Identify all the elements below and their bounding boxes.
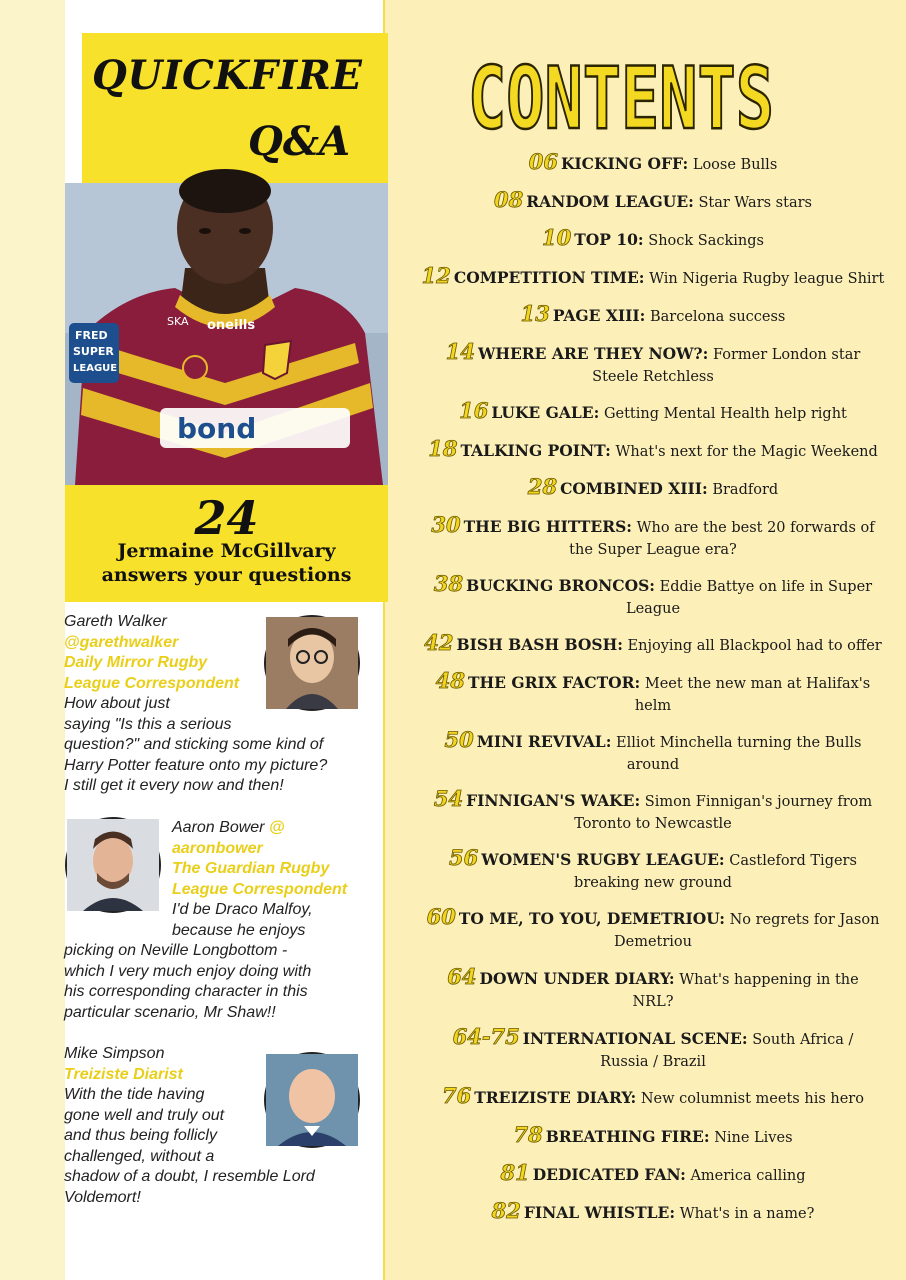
answer-line: particular scenario, Mr Shaw!!	[64, 1003, 276, 1021]
contents-item-line	[400, 1085, 906, 1110]
section-description: Eddie Battye on life in Super	[659, 579, 873, 595]
page-number: 54	[433, 786, 464, 811]
page-number: 60	[426, 904, 456, 929]
section-description: Former London star	[712, 347, 861, 363]
answer-aaron-bower-body	[64, 941, 380, 1023]
avatar-mike-simpson	[264, 1052, 360, 1148]
section-description: America calling	[690, 1168, 806, 1184]
answer-line: I still get it every now and then!	[64, 777, 284, 794]
page-number: 38	[433, 571, 464, 596]
answer-line: which I very much enjoy doing with	[64, 962, 312, 980]
avatar-gareth-walker	[264, 615, 360, 711]
page-number: 14	[445, 339, 475, 364]
contents-item	[400, 1026, 906, 1073]
person-role-line1: Daily Mirror Rugby	[64, 654, 208, 671]
answer-aaron-bower-head	[172, 818, 382, 941]
section-title: THE BIG HITTERS:	[463, 517, 633, 536]
section-description: Getting Mental Health help right	[603, 406, 847, 422]
contents-item-line	[400, 476, 906, 501]
person-handle-at: @	[268, 819, 285, 836]
person-name: Gareth Walker	[64, 613, 167, 630]
person-role-line1: Treiziste Diarist	[64, 1065, 183, 1083]
section-description: What's in a name?	[679, 1206, 815, 1222]
section-description: Simon Finnigan's journey from	[644, 794, 873, 810]
contents-item-line	[400, 514, 906, 539]
contents-item	[400, 632, 906, 657]
section-description: Meet the new man at Halifax's	[644, 676, 871, 692]
page-number: 64	[447, 964, 477, 989]
section-description: Shock Sackings	[648, 233, 764, 249]
section-description: Star Wars stars	[698, 195, 812, 211]
contents-item-line	[400, 632, 906, 657]
contents-item-line	[400, 341, 906, 366]
section-title: BREATHING FIRE:	[545, 1127, 710, 1146]
contents-item	[400, 670, 906, 717]
page-margin	[0, 0, 65, 1280]
contents-item-line	[400, 573, 906, 598]
section-description: Enjoying all Blackpool had to offer	[627, 638, 882, 654]
section-description: Castleford Tigers	[729, 853, 857, 869]
quickfire-subtitle-qa: Q&A	[248, 118, 350, 165]
contents-item-line	[400, 788, 906, 813]
section-title: THE GRIX FACTOR:	[467, 673, 641, 692]
section-description: No regrets for Jason	[729, 912, 880, 928]
section-title: BUCKING BRONCOS:	[466, 576, 656, 595]
contents-item	[400, 265, 906, 290]
page-number: 50	[444, 727, 474, 752]
answer-line: Voldemort!	[64, 1188, 141, 1206]
contents-title	[466, 36, 776, 149]
section-description-cont: Toronto to Newcastle	[574, 816, 732, 832]
avatar-portrait-icon	[266, 1054, 358, 1146]
person-handle: aaronbower	[172, 839, 263, 857]
section-title: WOMEN'S RUGBY LEAGUE:	[481, 850, 725, 869]
avatar-portrait-icon	[67, 819, 159, 911]
person-role-line2: League Correspondent	[64, 674, 240, 692]
page-number: 76	[442, 1083, 472, 1108]
contents-item	[400, 400, 906, 425]
section-description: Loose Bulls	[692, 157, 778, 173]
answer-line: picking on Neville Longbottom -	[64, 942, 288, 959]
section-title: WHERE ARE THEY NOW?:	[477, 344, 709, 363]
contents-item	[400, 847, 906, 894]
badge-line2: SUPER	[73, 345, 114, 358]
contents-item-line	[400, 1162, 906, 1187]
contents-item	[400, 1162, 906, 1187]
answers-subtitle	[65, 539, 388, 587]
section-description: Who are the best 20 forwards of	[636, 520, 875, 536]
answer-line: I'd be Draco Malfoy,	[172, 901, 313, 918]
badge-line3: LEAGUE	[73, 363, 118, 374]
contents-item	[400, 788, 906, 835]
answers-caption: answers your questions	[101, 564, 352, 586]
badge-line1: FRED	[75, 329, 108, 342]
player-name: Jermaine McGillvary	[117, 540, 336, 562]
contents-heading: CONTENTS	[468, 49, 774, 149]
contents-item	[400, 438, 906, 463]
page-number: 81	[500, 1160, 530, 1185]
section-description-cont: around	[626, 757, 680, 773]
section-title: FINAL WHISTLE:	[523, 1203, 676, 1222]
section-description-cont: the Super League era?	[569, 542, 737, 558]
page-number: 10	[542, 225, 572, 250]
jersey-sponsor: bond	[177, 412, 257, 445]
contents-item-line	[400, 189, 906, 214]
page-number: 82	[491, 1198, 521, 1223]
section-title: INTERNATIONAL SCENE:	[522, 1029, 748, 1048]
section-title: TO ME, TO YOU, DEMETRIOU:	[458, 909, 725, 928]
answer-line: With the tide having	[64, 1086, 205, 1103]
contents-item	[400, 966, 906, 1013]
section-title: RANDOM LEAGUE:	[526, 192, 694, 211]
section-title: BISH BASH BOSH:	[456, 635, 623, 654]
person-role-line1: The Guardian Rugby	[172, 860, 330, 877]
section-title: MINI REVIVAL:	[476, 732, 612, 751]
page-number: 18	[428, 436, 458, 461]
answer-line: his corresponding character in this	[64, 983, 308, 1000]
page-number: 78	[513, 1122, 543, 1147]
contents-item-line	[400, 847, 906, 872]
section-description: Bradford	[712, 482, 779, 498]
section-description-cont: helm	[634, 698, 672, 714]
contents-item	[400, 514, 906, 561]
answer-line: question?" and sticking some kind of	[64, 736, 324, 753]
contents-item	[400, 1200, 906, 1225]
answers-count: 24	[194, 491, 259, 545]
contents-item	[400, 341, 906, 388]
section-description-cont: Steele Retchless	[592, 369, 714, 385]
contents-item	[400, 476, 906, 501]
section-title: DOWN UNDER DIARY:	[479, 969, 675, 988]
page-number: 12	[421, 263, 451, 288]
answer-line: saying "Is this a serious	[64, 715, 232, 733]
section-description-cont: Russia / Brazil	[600, 1054, 706, 1070]
contents-item-line	[400, 438, 906, 463]
page-number: 28	[527, 474, 558, 499]
contents-item	[400, 303, 906, 328]
section-description: Nine Lives	[714, 1130, 793, 1146]
contents-item-line	[400, 670, 906, 695]
contents-item	[400, 906, 906, 953]
contents-item-line	[400, 1124, 906, 1149]
avatar-portrait-icon	[266, 617, 358, 709]
jersey-brand: oneills	[207, 318, 256, 333]
contents-item-line	[400, 151, 906, 176]
section-title: TOP 10:	[574, 230, 644, 249]
answer-line: How about just	[64, 695, 170, 712]
person-handle: @garethwalker	[64, 633, 179, 651]
section-title: FINNIGAN'S WAKE:	[466, 791, 641, 810]
section-title: COMBINED XIII:	[560, 479, 708, 498]
page-number: 16	[459, 398, 489, 423]
contents-item-line	[400, 265, 906, 290]
contents-item	[400, 1085, 906, 1110]
page-number: 56	[449, 845, 479, 870]
contents-item	[400, 227, 906, 252]
section-description-cont: NRL?	[632, 994, 674, 1010]
answer-line: and thus being follicly	[64, 1127, 217, 1144]
section-title: DEDICATED FAN:	[532, 1165, 686, 1184]
person-role-line2: League Correspondent	[172, 880, 348, 898]
section-description: What's next for the Magic Weekend	[615, 444, 878, 460]
contents-item-line	[400, 400, 906, 425]
contents-item	[400, 189, 906, 214]
page-number: 13	[520, 301, 550, 326]
contents-item-line	[400, 227, 906, 252]
section-description: Elliot Minchella turning the Bulls	[616, 735, 862, 751]
jersey-brand2: SKA	[167, 315, 189, 328]
contents-item-line	[400, 1026, 906, 1051]
quickfire-title: QUICKFIRE	[92, 52, 363, 99]
section-description: Barcelona success	[649, 309, 786, 325]
section-title: LUKE GALE:	[491, 403, 600, 422]
section-description: New columnist meets his hero	[640, 1091, 864, 1107]
page-number: 08	[494, 187, 524, 212]
club-crest-icon	[263, 341, 291, 379]
section-title: TALKING POINT:	[460, 441, 611, 460]
section-description-cont: League	[625, 601, 681, 617]
section-description: Win Nigeria Rugby league Shirt	[649, 271, 885, 287]
avatar-aaron-bower	[65, 817, 161, 913]
section-description-cont: breaking new ground	[574, 875, 732, 891]
contents-item-line	[400, 729, 906, 754]
page-number: 48	[435, 668, 465, 693]
contents-item	[400, 729, 906, 776]
section-description-cont: Demetriou	[613, 934, 692, 950]
contents-item-line	[400, 906, 906, 931]
answers-box	[65, 485, 388, 602]
contents-item-line	[400, 1200, 906, 1225]
section-title: COMPETITION TIME:	[453, 268, 645, 287]
player-photo	[65, 183, 388, 485]
answer-line: because he enjoys	[172, 921, 306, 939]
section-description: What's happening in the	[679, 972, 859, 988]
answer-line: gone well and truly out	[64, 1106, 225, 1124]
answer-line: shadow of a doubt, I resemble Lord	[64, 1168, 315, 1185]
person-name: Aaron Bower	[172, 819, 265, 836]
section-title: TREIZISTE DIARY:	[474, 1088, 637, 1107]
contents-item	[400, 151, 906, 176]
answer-line: Harry Potter feature onto my picture?	[64, 756, 328, 774]
section-title: PAGE XIII:	[552, 306, 646, 325]
person-name: Mike Simpson	[64, 1045, 165, 1062]
page-number: 30	[431, 512, 461, 537]
contents-item-line	[400, 303, 906, 328]
contents-item	[400, 573, 906, 620]
page-number: 42	[424, 630, 454, 655]
page-number: 06	[528, 149, 558, 174]
section-description: South Africa /	[752, 1032, 854, 1048]
contents-item	[400, 1124, 906, 1149]
section-title: KICKING OFF:	[560, 154, 689, 173]
person-name-line	[172, 818, 382, 839]
player-illustration	[65, 183, 388, 485]
answer-line: challenged, without a	[64, 1147, 215, 1165]
contents-item-line	[400, 966, 906, 991]
page-number: 64-75	[452, 1024, 520, 1049]
